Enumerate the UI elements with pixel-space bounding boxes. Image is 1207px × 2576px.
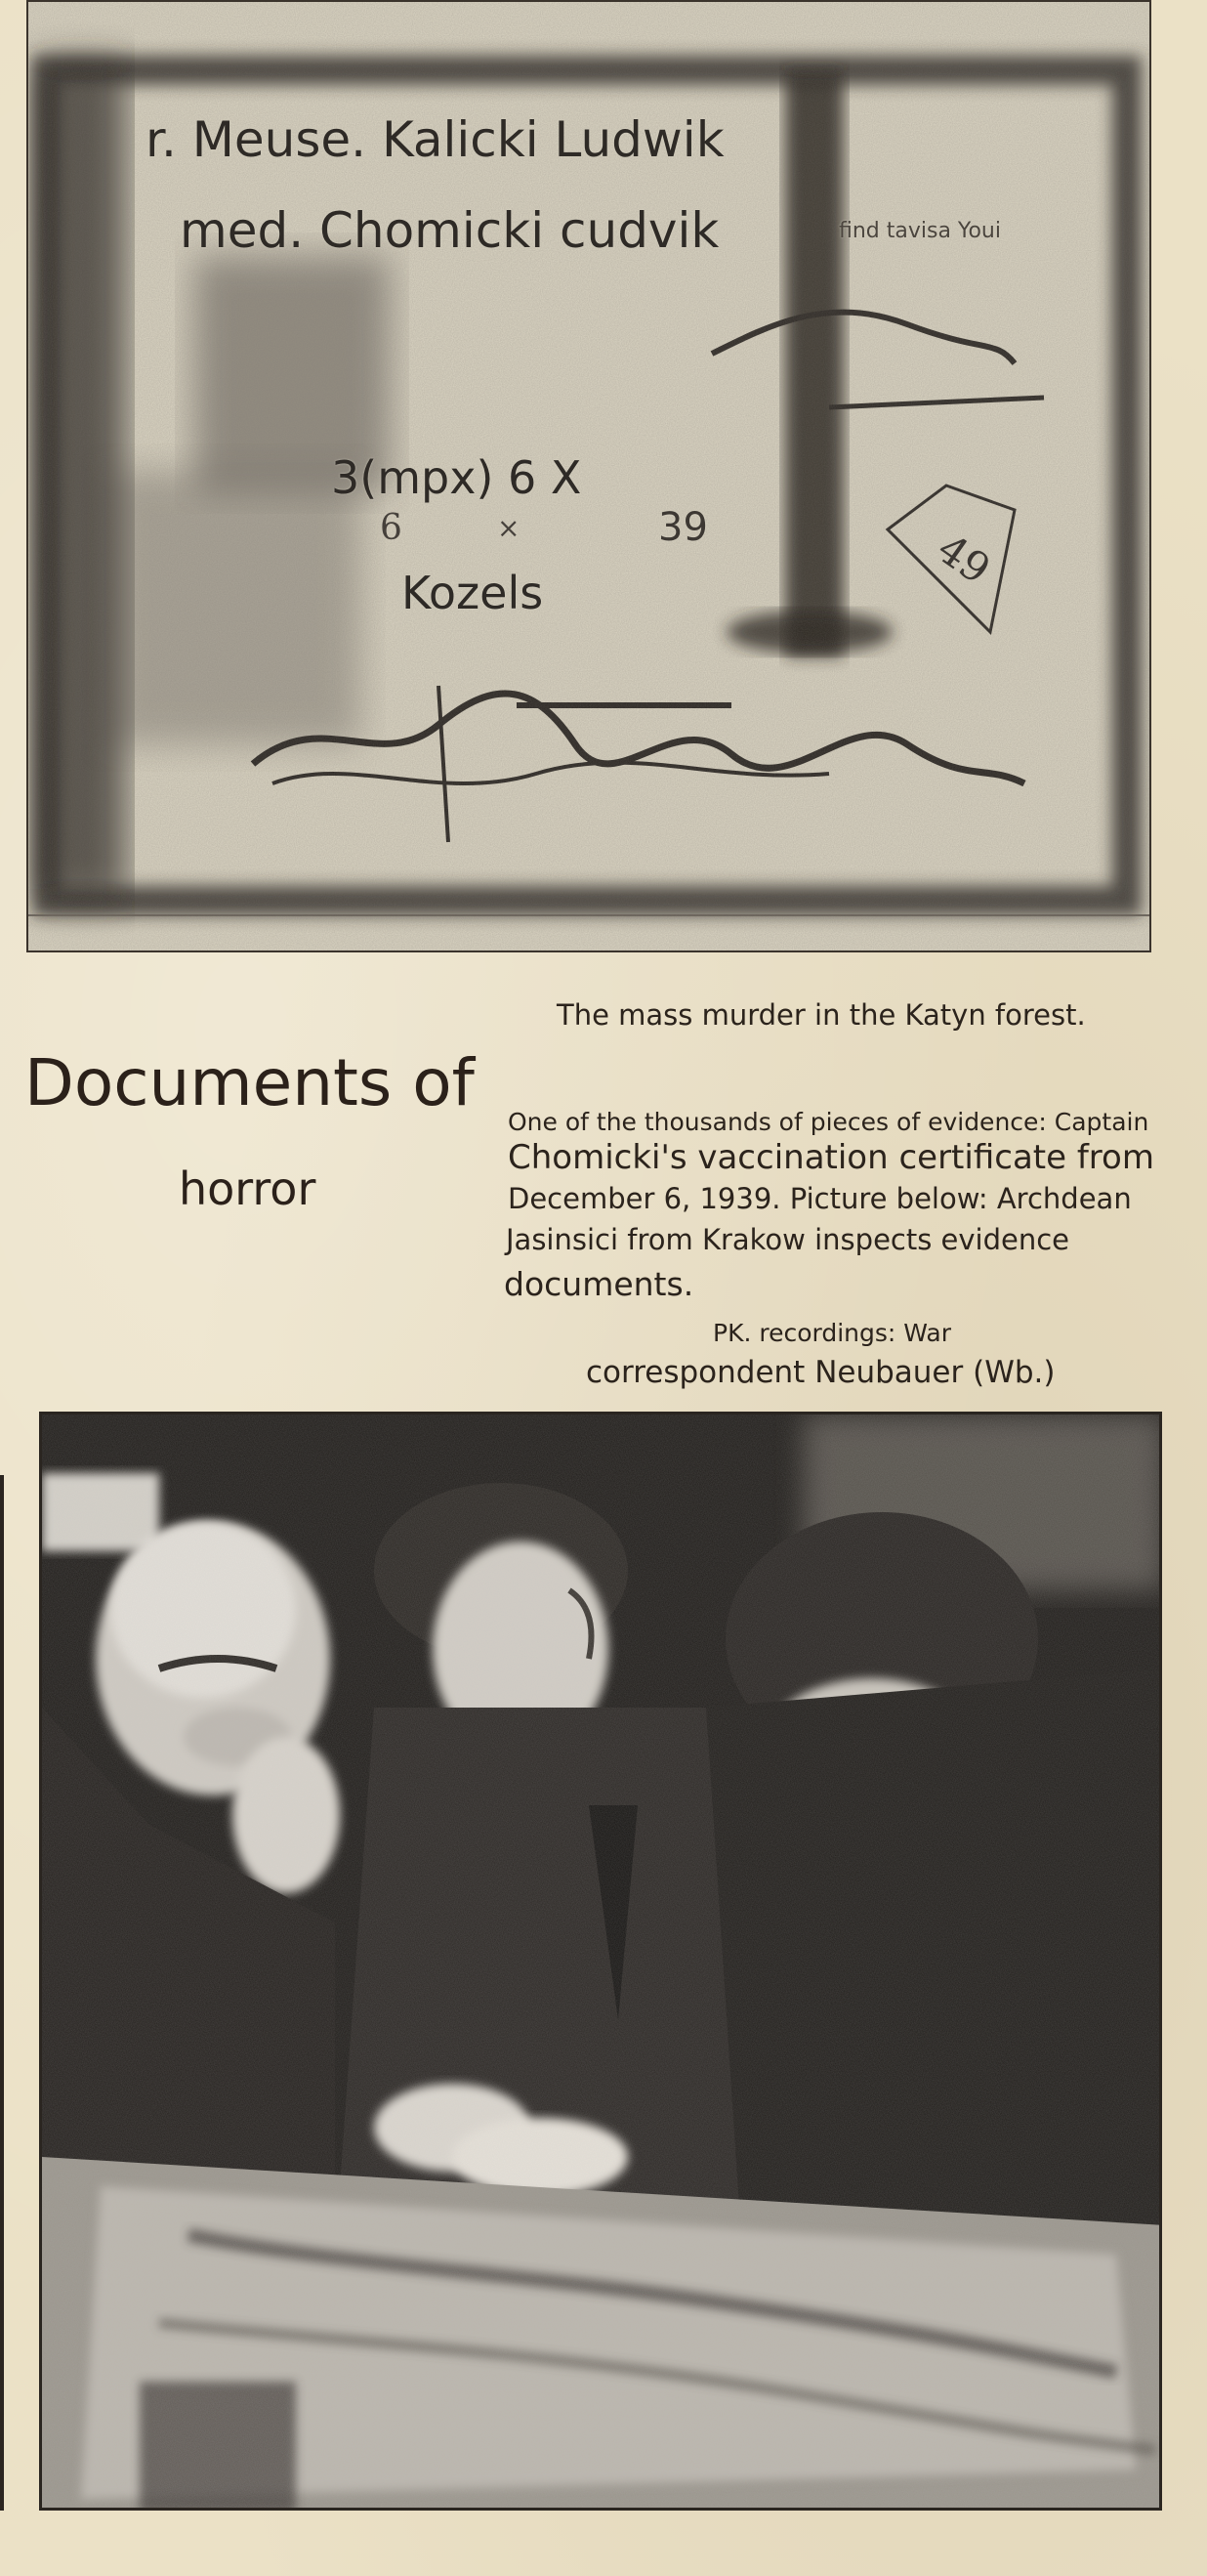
headline-line-2: horror	[179, 1162, 316, 1215]
caption-line: Chomicki's vaccination certificate from	[508, 1138, 1154, 1177]
certificate-code: 3(mpx) 6 X	[331, 451, 582, 504]
caption-title: The mass murder in the Katyn forest.	[557, 998, 1086, 1032]
certificate-line-2: med. Chomicki cudvik	[180, 202, 720, 259]
column-rule	[0, 1475, 4, 2511]
credit-line: PK. recordings: War	[713, 1319, 951, 1347]
certificate-line-2-small: find tavisa Youi	[839, 219, 1001, 243]
caption-line: documents.	[504, 1265, 694, 1303]
caption-line: December 6, 1939. Picture below: Archdean	[508, 1182, 1132, 1215]
caption-line: One of the thousands of pieces of evidence: Captain	[508, 1108, 1149, 1136]
archdean-inspecting-documents-photo	[39, 1412, 1162, 2511]
certificate-place: Kozels	[401, 567, 544, 619]
vaccination-certificate-image	[26, 0, 1151, 952]
caption-line: Jasinsici from Krakow inspects evidence	[506, 1223, 1070, 1256]
credit-line: correspondent Neubauer (Wb.)	[586, 1355, 1056, 1390]
photo-illustration	[42, 1415, 1162, 2511]
certificate-line-1: r. Meuse. Kalicki Ludwik	[146, 111, 725, 168]
headline-line-1: Documents of	[24, 1045, 475, 1120]
certificate-number: 39	[658, 505, 708, 550]
